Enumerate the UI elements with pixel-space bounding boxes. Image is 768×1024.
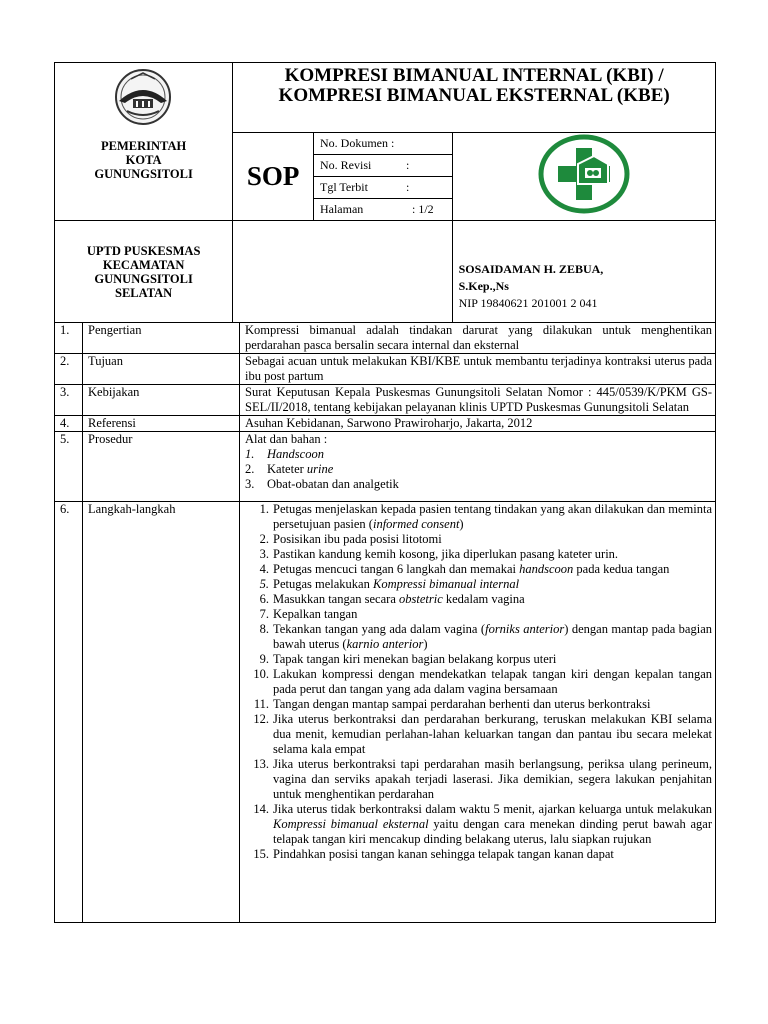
- row-content: Asuhan Kebidanan, Sarwono Prawiroharjo, Jakarta, 2012: [240, 416, 716, 432]
- row-number: 4.: [55, 416, 83, 432]
- unit-cell: [55, 221, 233, 323]
- list-item: 1. Petugas menjelaskan kepada pasien tentang tindakan yang akan dilakukan dan meminta persetujuan pasien (informed consent): [259, 502, 712, 531]
- meta-sep: :: [411, 202, 416, 216]
- langkah-list: [245, 502, 712, 862]
- signer-name: SOSAIDAMAN H. ZEBUA,: [458, 262, 604, 276]
- list-item: 9. Tapak tangan kiri menekan bagian belakang korpus uteri: [259, 652, 557, 666]
- row-pengertian: [55, 323, 716, 354]
- agency-line-3: GUNUNGSITOLI: [94, 167, 193, 181]
- row-content: Kompressi bimanual adalah tindakan darurat yang dilakukan untuk menghentikan perdarahan pasca bersalin secara internal dan eksternal: [240, 323, 716, 354]
- list-item: 3. Obat-obatan dan analgetik: [245, 477, 399, 491]
- city-emblem-icon: [105, 67, 181, 127]
- agency-name: [55, 139, 232, 181]
- unit-line-1: UPTD PUSKESMAS: [86, 243, 201, 258]
- list-item: 5. Petugas melakukan Kompressi bimanual internal: [259, 577, 520, 591]
- list-item: 13. Jika uterus berkontraksi tapi perdarahan masih berlangsung, periksa ulang perineum, vagina dan serviks apakah terjadi laserasi. Jika demikian, segera lakukan penjahitan untuk menghentikan perdarahan: [253, 757, 712, 801]
- row-label: Prosedur: [83, 432, 240, 502]
- row-label: Langkah-langkah: [83, 502, 240, 923]
- row-content: Surat Keputusan Kepala Puskesmas Gunungsitoli Selatan Nomor : 445/0539/K/PKM GS-SEL/II/2018, tentang kebijakan pelayanan klinis UPTD Puskesmas Gunungsitoli Selatan: [240, 385, 716, 416]
- row-number: 6.: [55, 502, 83, 923]
- sop-label: SOP: [233, 133, 314, 221]
- unit-line-2: KECAMATAN: [102, 257, 185, 272]
- meta-row-dokumen: [314, 133, 452, 155]
- row-label: Referensi: [83, 416, 240, 432]
- list-item: 14. Jika uterus tidak berkontraksi dalam waktu 5 menit, ajarkan keluarga untuk melakukan Kompressi bimanual eksternal yaitu dengan cara menekan dinding perut bawah agar telapak tangan kiri mencakup dinding belakang uterus, lalu siapkan rujukan: [253, 802, 712, 846]
- logo-cell: [452, 133, 715, 221]
- list-item: 7. Kepalkan tangan: [259, 607, 358, 621]
- list-item: 6. Masukkan tangan secara obstetric kedalam vagina: [259, 592, 525, 606]
- list-item: 12. Jika uterus berkontraksi dan perdarahan berkurang, teruskan melakukan KBI selama dua menit, kemudian perlahan-lahan keluarkan tangan dan pantau ibu secara melekat selama kala empat: [253, 712, 712, 756]
- meta-row-revisi: [314, 155, 452, 177]
- row-number: 5.: [55, 432, 83, 502]
- meta-label: Tgl Terbit: [319, 180, 368, 194]
- agency-line-1: PEMERINTAH: [101, 139, 187, 153]
- list-item: 8. Tekankan tangan yang ada dalam vagina (forniks anterior) dengan mantap pada bagian bawah uterus (karnio anterior): [259, 622, 713, 651]
- meta-label: Halaman: [319, 202, 364, 216]
- list-item: 3. Pastikan kandung kemih kosong, jika diperlukan pasang kateter urin.: [259, 547, 619, 561]
- row-label: Tujuan: [83, 354, 240, 385]
- row-tujuan: [55, 354, 716, 385]
- row-content: Sebagai acuan untuk melakukan KBI/KBE untuk membantu terjadinya kontraksi uterus pada ibu post partum: [240, 354, 716, 385]
- signer-nip: NIP 19840621 201001 2 041: [458, 296, 598, 310]
- meta-row-terbit: [314, 177, 452, 199]
- list-item: 1. Handscoon: [245, 447, 324, 461]
- signer-title: S.Kep.,Ns: [458, 279, 509, 293]
- meta-value: 1/2: [418, 202, 434, 216]
- unit-line-3: GUNUNGSITOLI: [94, 271, 193, 286]
- agency-cell: [55, 63, 233, 221]
- list-item: 2. Posisikan ibu pada posisi litotomi: [259, 532, 442, 546]
- puskesmas-logo-icon: [538, 134, 630, 214]
- row-content: [240, 502, 716, 923]
- prosedur-list: [245, 447, 712, 492]
- list-item: 4. Petugas mencuci tangan 6 langkah dan memakai handscoon pada kedua tangan: [259, 562, 670, 576]
- meta-table: [314, 133, 452, 220]
- sop-body-table: [54, 322, 716, 923]
- row-kebijakan: [55, 385, 716, 416]
- row-referensi: [55, 416, 716, 432]
- document-title: KOMPRESI BIMANUAL INTERNAL (KBI) / KOMPRESI BIMANUAL EKSTERNAL (KBE): [233, 63, 716, 133]
- row-prosedur: [55, 432, 716, 502]
- meta-sep: :: [405, 180, 410, 194]
- blank-cell: [233, 221, 452, 323]
- list-item: 2. Kateter urine: [245, 462, 334, 476]
- meta-label: No. Dokumen: [319, 136, 388, 150]
- meta-sep: :: [405, 158, 410, 172]
- meta-label: No. Revisi: [319, 158, 372, 172]
- meta-cell: [313, 133, 452, 221]
- meta-sep: :: [390, 136, 395, 150]
- list-item: 10. Lakukan kompressi dengan mendekatkan telapak tangan kiri dengan kepalan tangan pada perut dan tangan yang ada dalam vagina bersamaan: [253, 667, 712, 696]
- signer-cell: [452, 221, 715, 323]
- agency-line-2: KOTA: [125, 153, 162, 167]
- meta-row-halaman: [314, 199, 452, 221]
- unit-line-4: SELATAN: [115, 285, 173, 300]
- row-content: [240, 432, 716, 502]
- header-table: [54, 62, 716, 323]
- row-label: Kebijakan: [83, 385, 240, 416]
- row-number: 1.: [55, 323, 83, 354]
- row-label: Pengertian: [83, 323, 240, 354]
- prosedur-intro: Alat dan bahan :: [245, 432, 328, 446]
- row-number: 3.: [55, 385, 83, 416]
- list-item: 15. Pindahkan posisi tangan kanan sehingga telapak tangan kanan dapat: [253, 847, 614, 861]
- row-number: 2.: [55, 354, 83, 385]
- list-item: 11. Tangan dengan mantap sampai perdarahan berhenti dan uterus berkontraksi: [253, 697, 651, 711]
- row-langkah: [55, 502, 716, 923]
